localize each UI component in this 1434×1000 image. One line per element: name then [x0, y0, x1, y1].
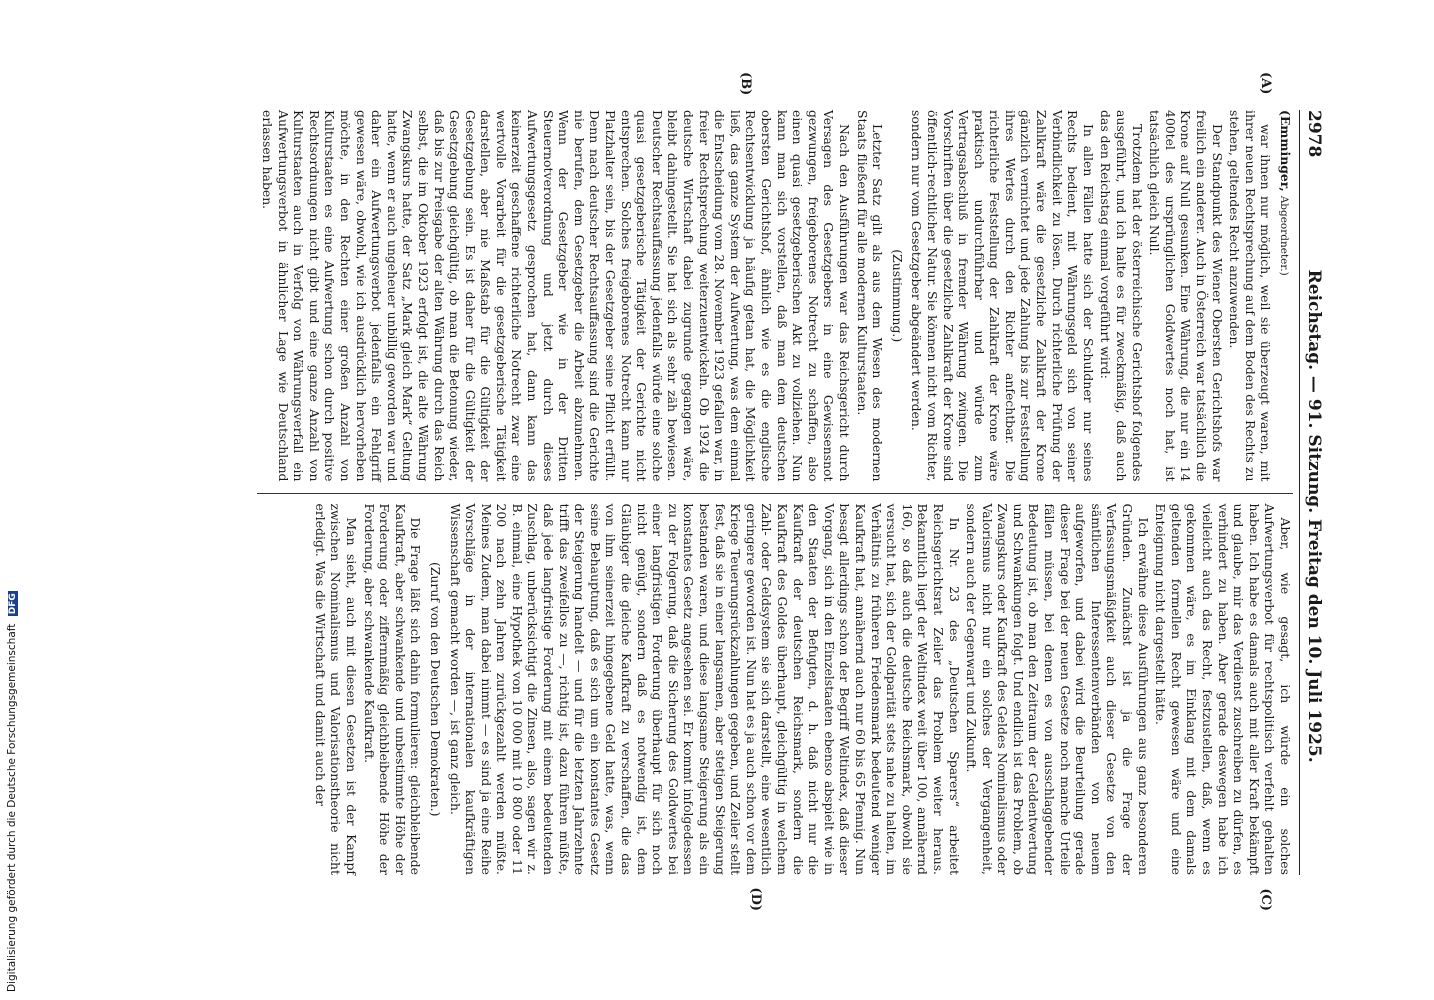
paragraph: In Nr. 23 des „Deutschen Sparers“ arbeitet Reichsgerichtsrat Zeiler das Problem weiter heraus. Bekanntlich liegt der Weltindex weit über 100, annähernd 160, so daß auch die deutsche Reichsmark, obwohl sie versucht hat, sich der Goldparität stets nahe zu halten, im Verhältnis zu früheren Friedensmark bedeutend weniger Kaufkraft hat, annähernd auch nur 60 bis 65 Pfennig. Nun besagt allerdings schon der Begriff Weltindex, daß dieser Vorgang, sich in den Einzelstaaten ebenso abspielt wie in den Staaten der Befugten, d. h. daß nicht nur die Kaufkraft der deutschen Reichsmark, sondern die Kaufkraft des Goldes überhaupt, gleichgültig in welchem Zahl- oder Geldsystem sie sich darstellt, eine wesentlich geringere geworden ist. Nun hat es ja auch schon vor dem Kriege Teuerungsrückzahlungen gegeben, und Zeiler stellt fest, daß sie in einer langsamen, aber stetigen Steigerung bestanden waren, und diese langsame Steigerung als ein konstantes Gesetz angesehen sei. Er kommt infolgedessen zu der Folgerung, daß die Sicherung des Goldwertes bei einer langfristigen Forderung überhaupt für sich noch nicht genügt, sondern daß es notwendig ist, dem Gläubiger die gleiche Kaufkraft zu verschaffen, die das von ihm seinerzeit hingegebene Geld hatte, was, wenn seine Behauptung, daß es sich um ein konstantes Gesetz der Steigerung handelt — und für die letzten Jahrzehnte trifft das zweifellos zu —, richtig ist, dazu führen müßte, daß jede langfristige Forderung mit einem bedeutenden Zuschlag, unberücksichtigt die Zinsen, also, sagen wir z. B. einmal, eine Hypothek von 10 000 mit 10 800 oder 11 200 nach zehn Jahren zurückgezahlt werden müßte. Meines Zudem, man dabei nimmt — es sind ja eine Reihe Vorschläge in der internationalen kaufkräftigen Wissenschaft gemacht worden —, ist ganz gleich.: [447, 503, 962, 875]
text-columns: [257, 72, 1293, 911]
page-number: 2978: [1304, 110, 1324, 158]
paragraph: Aber, wie gesagt, ich würde ein solches Aufwertungsverbot für rechtspolitisch verfehlt gehalten haben. Ich habe es damals auch mit aller Kraft bekämpft und glaube, mir das Verdienst zuschreiben zu dürfen, es verhindert zu haben. Aber gerade deswegen habe ich vielleicht auch das Recht, festzustellen, daß, wenn es gekommen wäre, es im Einklang mit dem damals geltenden formellen Recht gewesen wäre und eine Enteignung nicht dargestellt hätte.: [1153, 503, 1293, 875]
interjection: (Zustimmung.): [889, 249, 905, 343]
paragraph: Man sieht, auch mit diesen Gesetzen ist der Kampf zwischen Nominalismus und Valorisationstheorie nicht erledigt. Was die Wirtschaft und damit auch der: [312, 503, 359, 875]
margin-marker-c: (C): [1258, 888, 1273, 911]
right-column: [257, 504, 1293, 876]
paragraph: Der Standpunkt des Wiener Obersten Gerichtshofs war freilich ein anderer. Auch in Österreich war tatsächlich die Krone auf Null gesunken. Eine Währung, die nur ein 14 400tel des ursprünglichen Goldwertes noch hat, ist tatsächlich gleich Null.: [1147, 110, 1225, 482]
paragraph: war ihnen nur möglich, weil sie überzeugt waren, mit ihrer neuen Rechtsprechung auf dem Boden des Rechts zu stehen, geltendes Recht anzuwenden.: [1227, 110, 1274, 482]
interjection: (Zuruf von den Deutschen Demokraten.): [427, 561, 443, 817]
left-column: [257, 110, 1293, 482]
page-header: [1299, 110, 1324, 875]
speaker-line: [1275, 110, 1293, 482]
dfg-logo-icon: DFG: [8, 593, 18, 615]
digitization-text: Digitalisierung gefördert durch die Deutsche Forschungsgemeinschaft: [6, 623, 18, 992]
paragraph: Nach den Ausführungen war das Reichsgericht durch Versagen des Gesetzgebers in eine Gewissensnot gezwungen, freigeborenes Notrecht zu schaffen, also einen quasi gesetzgeberischen Akt zu vollziehen. Nun kann man sich vorstellen, daß man dem deutschen obersten Gerichtshof, ähnlich wie es die englische Rechtsentwicklung ja häufig getan hat, die Möglichkeit ließ, das ganze System der Aufwertung, was dem einmal die Entscheidung vom 28. November 1923 gefallen war, in freier Rechtsprechung weiterzuentwickeln. Ob 1924 die deutsche Wirtschaft dabei zugrunde gegangen wäre, bleibt dahingestellt. Sie hat sich als sehr zäh bewiesen. Deutscher Rechtsauffassung jedenfalls würde eine solche quasi gesetzgeberische Tätigkeit der Gerichte nicht entsprechen. Solches freigeborenes Notrecht kann nur Platzhalter sein, bis der Gesetzgeber seine Pflicht erfüllt. Denn nach deutscher Rechtsauffassung sind die Gerichte nie berufen, dem Gesetzgeber die Arbeit abzunehmen. Wenn der Gesetzgeber wie in der Dritten Steuernotverordnung und jetzt durch dieses Aufwertungsgesetz gesprochen hat, dann kann das keinerzeit geschaffene richterliche Notrecht zwar eine wertvolle Vorarbeit für die gesetzgeberische Tätigkeit darstellen, aber nie Maßstab für die Gültigkeit der Gesetzgebung sein. Es ist daher für die Gültigkeit der Gesetzgebung gleichgültig, ob man die Betonung wieder, daß bis zur Preisgabe der alten Währung durch das Reich selbst, die im Oktober 1923 erfolgt ist, die alte Währung Zwangskurs hatte, der Satz „Mark gleich Mark“ Geltung hatte, wenn er auch ungeheuer unbillig geworden war und daher ein Aufwertungsverbot jedenfalls ein Fehlgriff gewesen wäre, obwohl, wie ich ausdrücklich hervorheben möchte, in den Rechten einer großen Anzahl von Kulturstaaten es eine Aufwertung schon durch positive Rechtsordnungen nicht gibt und eine ganze Anzahl von Kulturstaaten auch in Verfolg von Währungsverfall ein Aufwertungsverbot in ähnlicher Lage wie Deutschland erlassen haben.: [260, 110, 852, 482]
paragraph: Die Frage läßt sich dahin formulieren: gleichbleibende Kaufkraft, aber schwankende und unbestimmte Höhe der Forderung oder ziffernmäßig gleichbleibende Höhe der Forderung, aber schwankende Kaufkraft.: [361, 503, 424, 875]
page-title: Reichstag. — 91. Sitzung. Freitag den 10. Juli 1925.: [1304, 269, 1324, 763]
margin-marker-b: (B): [738, 72, 753, 96]
margin-marker-d: (D): [748, 887, 763, 911]
speaker-role: Abgeordneter.): [1278, 195, 1290, 276]
margin-marker-a: (A): [1258, 72, 1273, 95]
paragraph: Ich erwähne diese Ausführungen aus ganz besonderen Gründen. Zunächst ist ja die Frage der Verfassungsmäßigkeit auch dieser Gesetze von den sämtlichen Interessentenverbänden von neuem aufgeworfen, und dabei wird die Beurteilung gerade dieser Frage bei der neuen Gesetze noch manche Urteile fällen müssen, bei denen es von ausschlaggebender Bedeutung ist, ob man den Zeitraum der Geldentwertung und Schwankungen folgt. Und endlich ist das Problem, ob Zwangskurs oder Kaufkraft des Geldes Nominalismus oder Valorismus nicht nur ein solches der Vergangenheit, sondern auch der Gegenwart und Zukunft.: [964, 503, 1151, 875]
paragraph: Letzter Satz gilt als aus dem Wesen des modernen Staats fließend für alle modernen Kulturstaaten.: [854, 110, 886, 482]
paragraph: In allen Fällen hatte sich der Schuldner nur seines Rechts bedient, mit Währungsgeld sich von seiner Verbindlichkeit zu lösen. Durch richterliche Prüfung der Zahlkraft wäre die gesetzliche Zahlkraft der Krone gänzlich vernichtet und jede Zahlung bis zur Feststellung ihres Wertes durch den Richter anfechtbar. Die richterliche Feststellung der Zahlkraft der Krone wäre praktisch undurchführbar und würde zum Vertragsabschluß in fremder Währung zwingen. Die Vorschriften über die gesetzliche Zahlkraft der Krone sind öffentlich-rechtlicher Natur. Sie können nicht vom Richter, sondern nur vom Gesetzgeber abgeändert werden.: [909, 110, 1096, 482]
digitization-note: [6, 591, 18, 992]
speaker-name: (Emminger,: [1278, 110, 1293, 192]
paragraph: Trotzdem hat der österreichische Gerichtshof folgendes ausgeführt, und ich halte es für zweckmäßig, daß auch das den Reichstag einmal vorgeführt wird:: [1098, 110, 1145, 482]
